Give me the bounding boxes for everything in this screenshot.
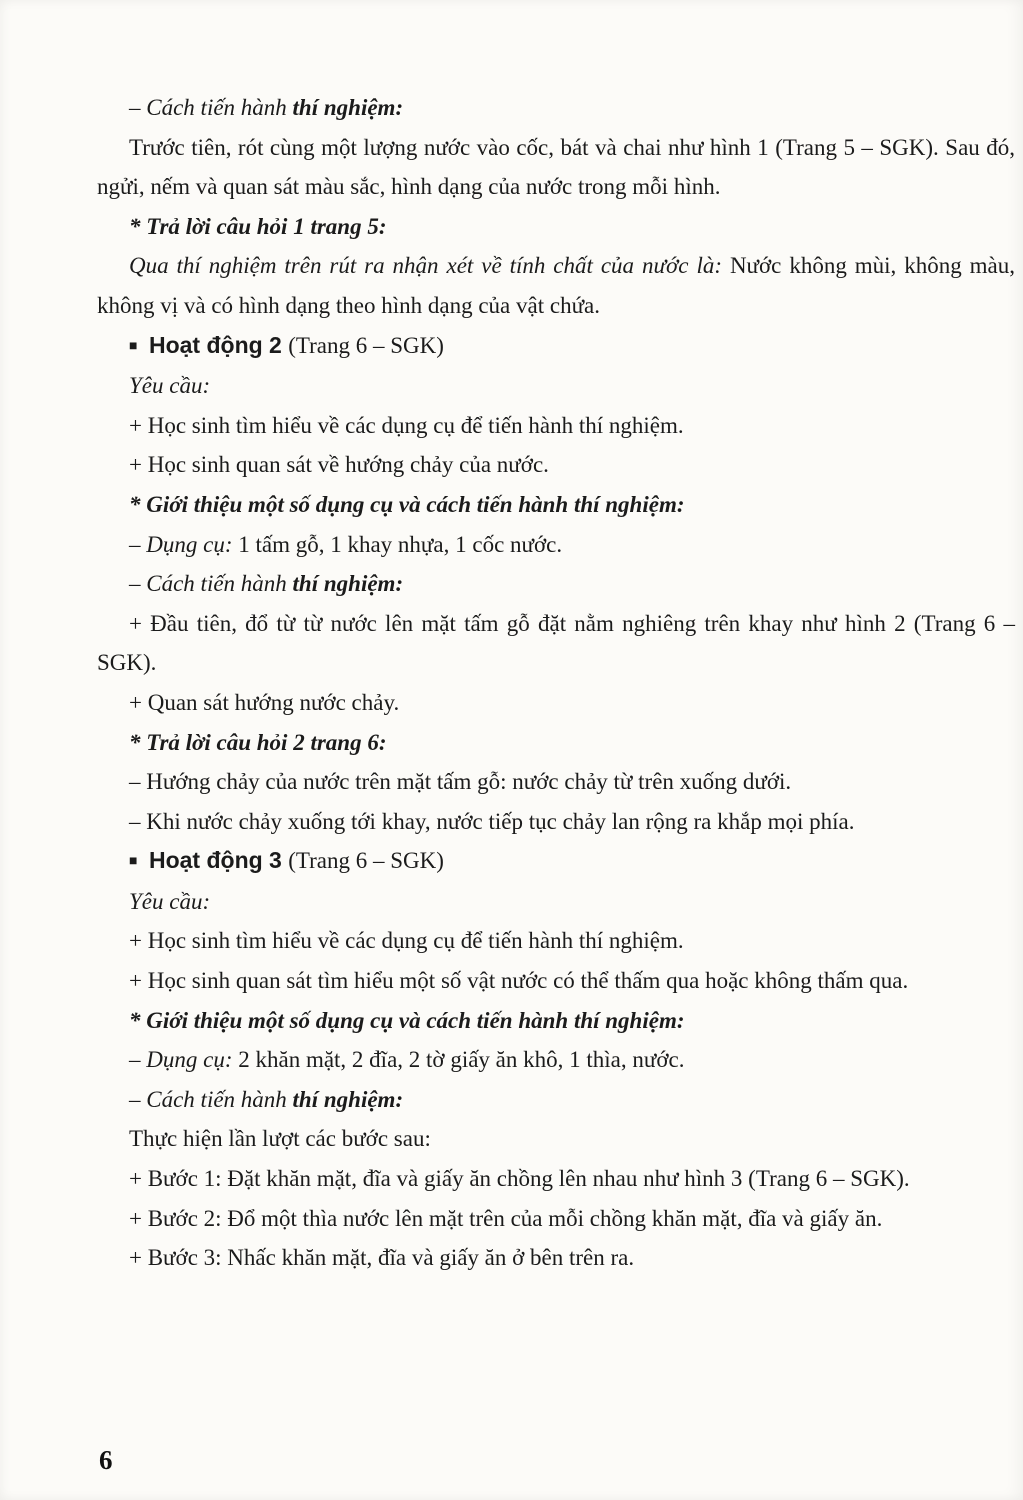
text-segment: thí nghiệm: [292,571,404,597]
text-segment: 2 khăn mặt, 2 đĩa, 2 tờ giấy ăn khô, 1 thìa, nước. [232,1047,685,1073]
text-segment: – Hướng chảy của nước trên mặt tấm gỗ: nước chảy từ trên xuống dưới. [129,769,792,795]
text-segment: – [129,531,147,557]
activity-heading-2 [97,326,1015,367]
text-segment: + Học sinh quan sát tìm hiểu một số vật nước có thể thấm qua hoặc không thấm qua. [129,968,909,994]
text-segment: + Bước 1: Đặt khăn mặt, đĩa và giấy ăn chồng lên nhau như hình 3 (Trang 6 – SGK). [129,1166,910,1192]
text-segment: – Cách tiến hành [129,571,293,597]
page-number: 6 [99,1445,113,1475]
tools-line [97,525,1015,565]
intro-heading [97,485,1015,525]
body-paragraph [97,1119,1015,1159]
text-segment: Trước tiên, rót cùng một lượng nước vào cốc, bát và chai như hình 1 (Trang 5 – SGK). Sau đó, ngửi, nếm và quan sát màu sắc, hình dạng của nước trong mỗi hình. [97,134,1015,200]
text-segment: – [129,1047,147,1073]
text-segment: * Giới thiệu một số dụng cụ và cách tiến hành thí nghiệm: [129,491,685,517]
text-segment: – Cách tiến hành [129,1086,293,1112]
text-segment: Yêu cầu: [129,888,211,914]
text-segment: 1 tấm gỗ, 1 khay nhựa, 1 cốc nước. [232,531,563,557]
body-paragraph [97,128,1015,207]
text-segment: Dụng cụ: [146,531,233,557]
text-segment: + Bước 2: Đổ một thìa nước lên mặt trên của mỗi chồng khăn mặt, đĩa và giấy ăn. [129,1205,883,1231]
text-segment: Qua thí nghiệm trên rút ra nhận xét về tính chất của nước là: [129,253,730,279]
step-paragraph [97,1199,1015,1239]
requirement-label [97,882,1015,922]
text-segment: – Cách tiến hành [129,95,293,120]
activity-heading-3 [97,841,1015,882]
text-segment: + Học sinh tìm hiểu về các dụng cụ để tiến hành thí nghiệm. [129,412,684,438]
step-paragraph [97,683,1015,723]
text-segment: * Giới thiệu một số dụng cụ và cách tiến hành thí nghiệm: [129,1007,685,1033]
text-segment: + Đầu tiên, đổ từ từ nước lên mặt tấm gỗ đặt nằm nghiêng trên khay như hình 2 (Trang 6 – SGK). [97,610,1015,676]
text-segment: Yêu cầu: [129,373,211,399]
tools-line [97,1040,1015,1080]
list-item [97,406,1015,446]
answer-paragraph [97,246,1015,325]
text-segment: Hoạt động 3 [148,847,289,874]
text-segment: + Quan sát hướng nước chảy. [129,689,400,715]
text-segment: Nước không mùi, không màu, không vị và có hình dạng theo hình dạng của vật chứa. [97,253,1016,318]
text-segment: ■ [129,338,149,354]
text-segment: + Bước 3: Nhấc khăn mặt, đĩa và giấy ăn ở bên trên ra. [129,1245,635,1271]
answer-paragraph [97,802,1015,842]
text-segment: (Trang 6 – SGK) [288,848,444,874]
text-segment: Hoạt động 2 [148,331,289,358]
document-body [97,88,1015,1278]
answer-paragraph [97,762,1015,802]
intro-heading [97,1001,1015,1041]
text-segment: * Trả lời câu hỏi 2 trang 6: [129,729,387,755]
list-item [97,961,1015,1001]
step-paragraph [97,1159,1015,1199]
method-heading-2 [97,564,1015,604]
text-segment: (Trang 6 – SGK) [288,332,444,358]
text-segment: ■ [129,854,149,870]
method-heading-1 [97,88,1015,128]
text-segment: * Trả lời câu hỏi 1 trang 5: [129,213,387,239]
text-segment: thí nghiệm: [292,1086,404,1112]
text-segment: – Khi nước chảy xuống tới khay, nước tiếp tục chảy lan rộng ra khắp mọi phía. [129,808,855,834]
step-paragraph [97,604,1015,683]
text-segment: + Học sinh tìm hiểu về các dụng cụ để tiến hành thí nghiệm. [129,928,684,954]
answer-heading-1 [97,207,1015,247]
list-item [97,921,1015,961]
step-paragraph [97,1238,1015,1278]
text-segment: Thực hiện lần lượt các bước sau: [129,1126,431,1152]
text-segment: Dụng cụ: [146,1047,233,1073]
list-item [97,445,1015,485]
answer-heading-2 [97,723,1015,763]
text-segment: thí nghiệm: [292,95,404,120]
method-heading-3 [97,1080,1015,1120]
requirement-label [97,366,1015,406]
text-segment: + Học sinh quan sát về hướng chảy của nước. [129,452,549,478]
